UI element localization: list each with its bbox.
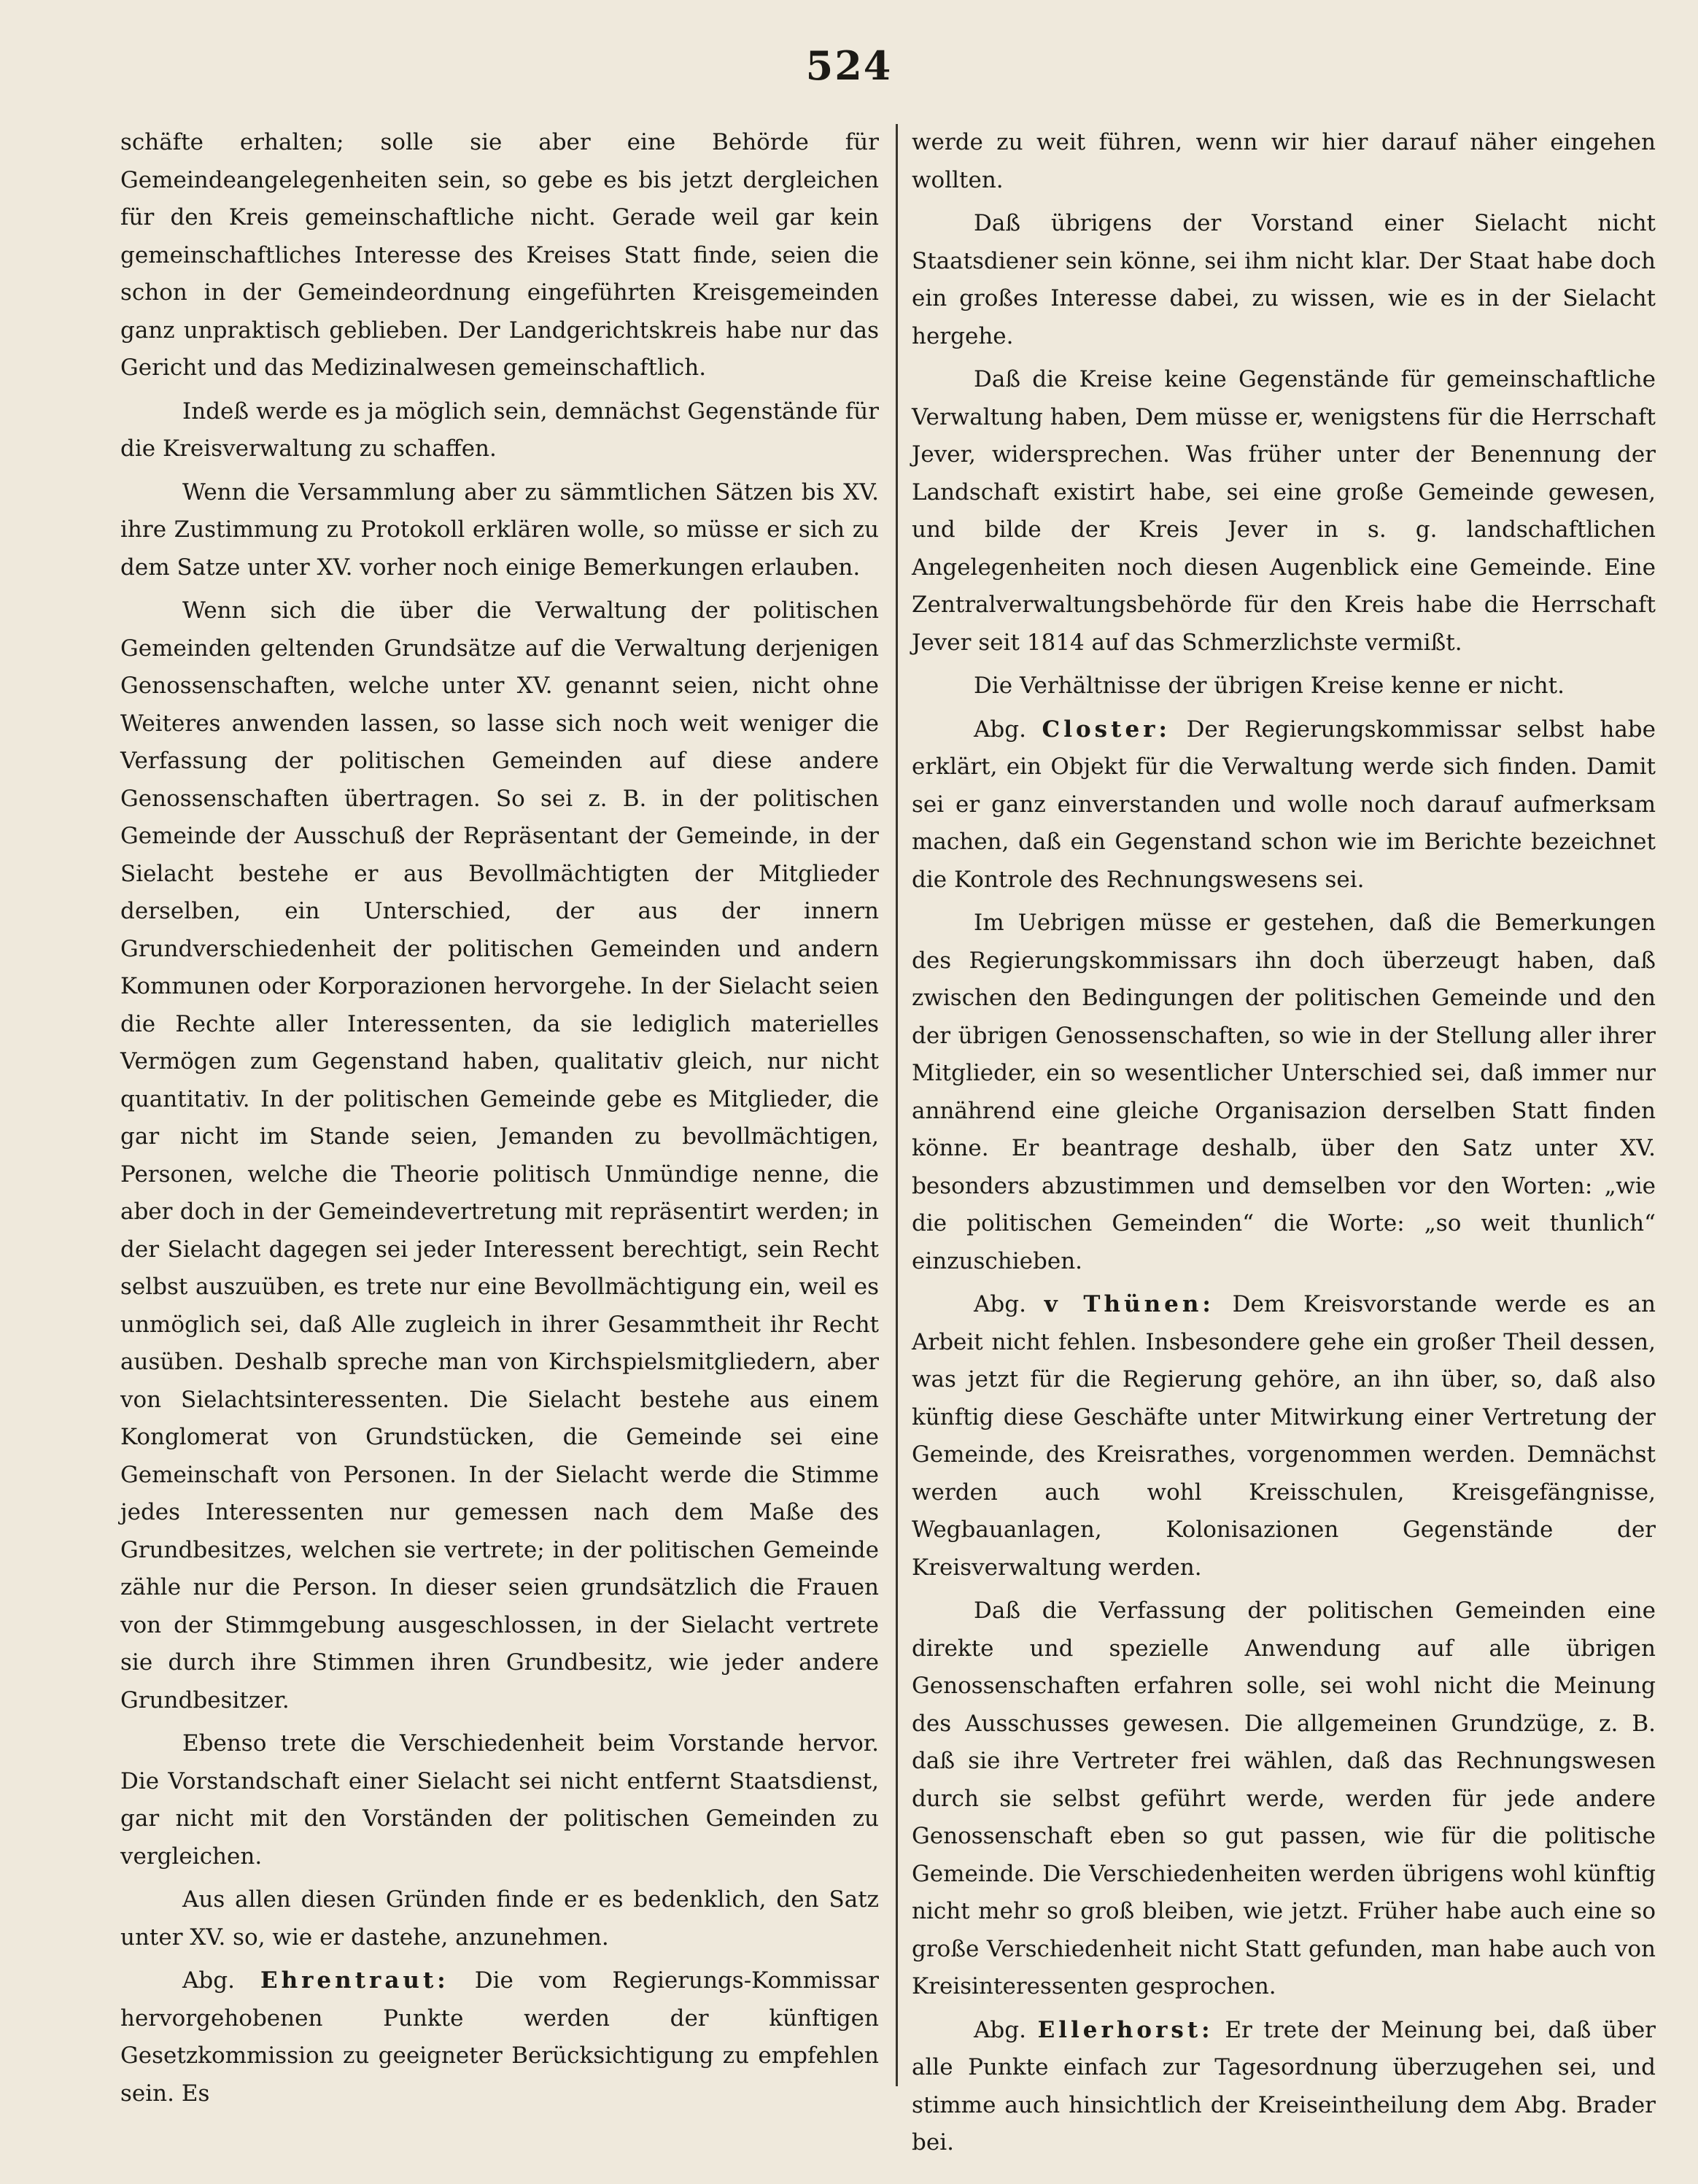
paragraph: Daß übrigens der Vorstand einer Sielacht nicht Staatsdiener sein könne, sei ihm nicht klar. Der Staat habe doch ein großes Interesse dabei, zu wissen, wie es in der Sielacht hergehe. — [912, 210, 1656, 349]
speaker-paragraph: Abg. Ehrentraut: Die vom Regierungs-Kommissar hervorgehobenen Punkte werden der künftigen Gesetzkommission zu geeigneter Berücksichtigung zu empfehlen sein. Es — [120, 1967, 880, 2107]
speaker-prefix: Abg. — [974, 1291, 1026, 1317]
paragraph: Im Uebrigen müsse er gestehen, daß die Bemerkungen des Regierungskommissars ihn doch überzeugt haben, daß zwischen den Bedingungen der politischen Gemeinde und den der übrigen Genossenschaften, so wie in der Stellung aller ihrer Mitglieder, ein so wesentlicher Unterschied sei, daß immer nur annährend eine gleiche Organisazion derselben Statt finden könne. Er beantrage deshalb, über den Satz unter XV. besonders abzustimmen und demselben vor den Worten: „wie die politischen Gemeinden“ die Worte: „so weit thunlich“ einzuschieben. — [912, 910, 1656, 1274]
speaker-name: Ellerhorst: — [1037, 2016, 1214, 2043]
speaker-paragraph: Abg. Closter: Der Regierungskommissar selbst habe erklärt, ein Objekt für die Verwaltung werde sich finden. Damit sei er ganz einverstanden und wolle noch darauf aufmerksam machen, daß ein Gegenstand schon wie im Berichte bezeichnet die Kontrole des Rechnungswesens sei. — [912, 716, 1656, 893]
paragraph: schäfte erhalten; solle sie aber eine Behörde für Gemeindeangelegenheiten sein, so gebe es bis jetzt dergleichen für den Kreis gemeinschaftliche nicht. Gerade weil gar kein gemeinschaftliches Interesse des Kreises Statt finde, seien die schon in der Gemeindeordnung eingeführten Kreisgemeinden ganz unpraktisch geblieben. Der Landgerichtskreis habe nur das Gericht und das Medizinalwesen gemeinschaftlich. — [120, 129, 879, 381]
speaker-prefix: Abg. — [182, 1967, 235, 1994]
speaker-name: Closter: — [1042, 716, 1171, 743]
paragraph: werde zu weit führen, wenn wir hier darauf näher eingehen wollten. — [912, 129, 1656, 193]
paragraph: Daß die Verfassung der politischen Gemeinden eine direkte und spezielle Anwendung auf alle übrigen Genossenschaften erfahren solle, sei wohl nicht die Meinung des Ausschusses gewesen. Die allgemeinen Grundzüge, z. B. daß sie ihre Vertreter frei wählen, daß das Rechnungswesen durch sie selbst geführt werde, werden für jede andere Genossenschaft eben so gut passen, wie für die politische Gemeinde. Die Verschiedenheiten werden übrigens wohl künftig nicht mehr so groß bleiben, wie jetzt. Früher habe auch eine so große Verschiedenheit nicht Statt gefunden, man habe auch von Kreisinteressenten gesprochen. — [912, 1598, 1656, 1999]
speaker-prefix: Abg. — [974, 716, 1026, 743]
page-number: 524 — [805, 42, 893, 89]
speaker-paragraph: Abg. Ellerhorst: Er trete der Meinung bei, daß über alle Punkte einfach zur Tagesordnung überzugehen sei, und stimme auch hinsichtlich der Kreiseintheilung dem Abg. Brader bei. — [912, 2016, 1656, 2156]
paragraph: Daß die Kreise keine Gegenstände für gemeinschaftliche Verwaltung haben, Dem müsse er, wenigstens für die Herrschaft Jever, widersprechen. Was früher unter der Benennung der Landschaft existirt habe, sei eine große Gemeinde gewesen, und bilde der Kreis Jever in s. g. landschaftlichen Angelegenheiten noch diesen Augenblick eine Gemeinde. Eine Zentralverwaltungsbehörde für den Kreis habe die Herrschaft Jever seit 1814 auf das Schmerzlichste vermißt. — [912, 366, 1656, 656]
column-divider — [896, 124, 898, 2086]
speaker-prefix: Abg. — [974, 2016, 1026, 2043]
paragraph: Ebenso trete die Verschiedenheit beim Vorstande hervor. Die Vorstandschaft einer Sielacht sei nicht entfernt Staatsdienst, gar nicht mit den Vorständen der politischen Gemeinden zu vergleichen. — [120, 1730, 879, 1870]
left-column — [120, 124, 879, 2118]
paragraph: Indeß werde es ja möglich sein, demnächst Gegenstände für die Kreisverwaltung zu schaffen. — [120, 398, 879, 462]
paragraph: Wenn die Versammlung aber zu sämmtlichen Sätzen bis XV. ihre Zustimmung zu Protokoll erklären wolle, so müsse er sich zu dem Satze unter XV. vorher noch einige Bemerkungen erlauben. — [120, 479, 879, 581]
speaker-name: v Thünen: — [1044, 1291, 1214, 1317]
paragraph: Die Verhältnisse der übrigen Kreise kenne er nicht. — [974, 673, 1565, 699]
paragraph: Wenn sich die über die Verwaltung der politischen Gemeinden geltenden Grundsätze auf die Verwaltung derjenigen Genossenschaften, welche unter XV. genannt seien, nicht ohne Weiteres anwenden lassen, so lasse sich noch weit weniger die Verfassung der politischen Gemeinden auf diese andere Genossenschaften übertragen. So sei z. B. in der politischen Gemeinde der Ausschuß der Repräsentant der Gemeinde, in der Sielacht bestehe er aus Bevollmächtigten der Mitglieder derselben, ein Unterschied, der aus der innern Grundverschiedenheit der politischen Gemeinden und andern Kommunen oder Korporazionen hervorgehe. In der Sielacht seien die Rechte aller Interessenten, da sie lediglich materielles Vermögen zum Gegenstand haben, qualitativ gleich, nur nicht quantitativ. In der politischen Gemeinde gebe es Mitglieder, die gar nicht im Stande seien, Jemanden zu bevollmächtigen, Personen, welche die Theorie politisch Unmündige nenne, die aber doch in der Gemeindevertretung mit repräsentirt werden; in der Sielacht dagegen sei jeder Interessent berechtigt, sein Recht selbst auszuüben, es trete nur eine Bevollmächtigung ein, weil es unmöglich sei, daß Alle zugleich in ihrer Gesammtheit ihr Recht ausüben. Deshalb spreche man von Kirchspielsmitgliedern, aber von Sielachtsinteressenten. Die Sielacht bestehe aus einem Konglomerat von Grundstücken, die Gemeinde sei eine Gemeinschaft von Personen. In der Sielacht werde die Stimme jedes Interessenten nur gemessen nach dem Maße des Grundbesitzes, welchen sie vertrete; in der politischen Gemeinde zähle nur die Person. In dieser seien grundsätzlich die Frauen von der Stimmgebung ausgeschlossen, in der Sielacht vertrete sie durch ihre Stimmen ihren Grundbesitz, wie jeder andere Grundbesitzer. — [120, 597, 879, 1713]
speaker-paragraph: Abg. v Thünen: Dem Kreisvorstande werde es an Arbeit nicht fehlen. Insbesondere gehe ein großer Theil dessen, was jetzt für die Regierung gehöre, an ihn über, so, daß also künftig diese Geschäfte unter Mitwirkung einer Vertretung der Gemeinde, des Kreisrathes, vorgenommen werden. Demnächst werden auch wohl Kreisschulen, Kreisgefängnisse, Wegbauanlagen, Kolonisazionen Gegenstände der Kreisverwaltung werden. — [912, 1291, 1656, 1581]
right-column — [912, 124, 1656, 2168]
speaker-name: Ehrentraut: — [260, 1967, 449, 1994]
paragraph: Aus allen diesen Gründen finde er es bedenklich, den Satz unter XV. so, wie er dastehe, anzunehmen. — [120, 1886, 879, 1951]
